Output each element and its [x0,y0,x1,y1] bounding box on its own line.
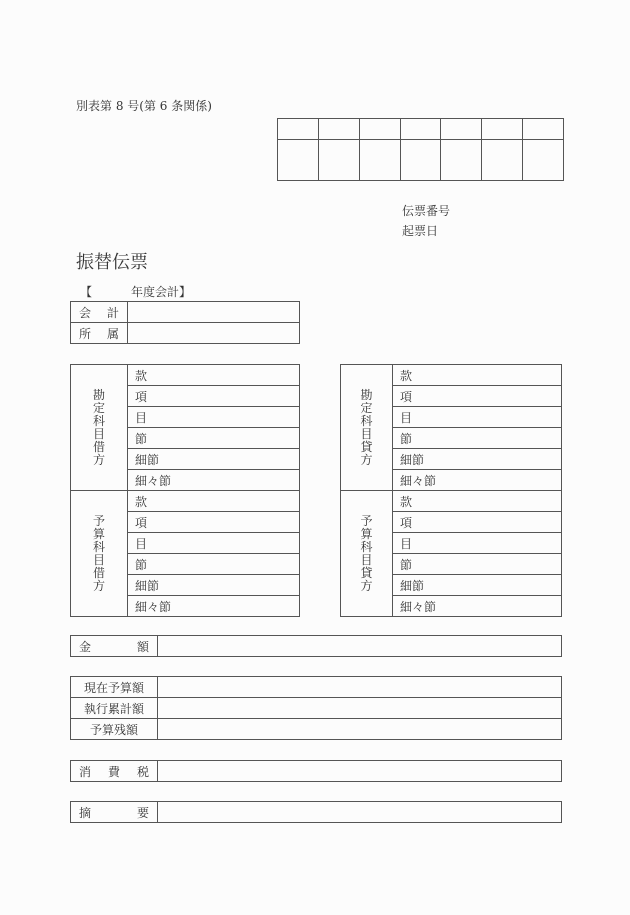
credit-account-setsu[interactable]: 節 [393,428,562,449]
label-char: 属 [106,326,119,341]
cumulative-execution-label: 執行累計額 [71,698,158,719]
code-grid-cell[interactable] [318,140,359,181]
debit-budget-kan[interactable]: 款 [128,491,300,512]
amount-table [70,635,562,657]
code-grid-cell[interactable] [278,119,319,140]
debit-budget-setsu[interactable]: 節 [128,554,300,575]
credit-account-moku[interactable]: 目 [393,407,562,428]
credit-budget-saisetsu[interactable]: 細節 [393,575,562,596]
debit-budget-saisaisetsu[interactable]: 細々節 [128,596,300,617]
debit-budget-moku[interactable]: 目 [128,533,300,554]
credit-budget-moku[interactable]: 目 [393,533,562,554]
credit-account-group-label: 勘 定 科 目 貸 方 [341,365,393,491]
label-char: 会 [79,305,92,320]
budget-remaining-label: 予算残額 [71,719,158,740]
department-field[interactable] [128,323,300,344]
credit-budget-saisaisetsu[interactable]: 細々節 [393,596,562,617]
code-grid-cell[interactable] [482,140,523,181]
org-row-accounting [71,302,300,323]
org-label-department [71,323,128,344]
amount-label: 金 額 [71,636,158,657]
consumption-tax-table [70,760,562,782]
code-grid-header-row [278,119,564,140]
current-budget-field[interactable] [158,677,562,698]
document-title: 振替伝票 [76,252,148,273]
debit-account-kan[interactable]: 款 [128,365,300,386]
org-table [70,301,300,344]
debit-account-moku[interactable]: 目 [128,407,300,428]
summary-label: 摘 要 [71,802,158,823]
label-char: 計 [106,305,119,320]
org-row-department [71,323,300,344]
fiscal-year-label: 年度会計】 [131,285,192,299]
debit-account-saisaisetsu[interactable]: 細々節 [128,470,300,491]
code-grid-cell[interactable] [400,119,441,140]
summary-table [70,801,562,823]
code-grid-cell[interactable] [523,140,564,181]
code-grid-cell[interactable] [523,119,564,140]
code-grid-cell[interactable] [318,119,359,140]
summary-field[interactable] [158,802,562,823]
fiscal-year-open: 【 [80,285,93,299]
issue-date-label: 起票日 [402,224,439,238]
code-grid-cell[interactable] [441,119,482,140]
debit-account-setsu[interactable]: 節 [128,428,300,449]
debit-budget-group-label: 予 算 科 目 借 方 [71,491,128,617]
budget-status-table [70,676,562,740]
credit-budget-setsu[interactable]: 節 [393,554,562,575]
code-grid-cell[interactable] [359,119,400,140]
code-grid-cell[interactable] [482,119,523,140]
consumption-tax-label: 消 費 税 [71,761,158,782]
budget-remaining-field[interactable] [158,719,562,740]
org-label-accounting [71,302,128,323]
code-grid-stamp-row [278,140,564,181]
credit-table [340,364,562,617]
credit-account-saisetsu[interactable]: 細節 [393,449,562,470]
debit-account-group-label: 勘 定 科 目 借 方 [71,365,128,491]
consumption-tax-field[interactable] [158,761,562,782]
form-reference: 別表第 8 号(第 6 条関係) [76,99,212,113]
code-grid [277,118,564,181]
current-budget-label: 現在予算額 [71,677,158,698]
code-grid-cell[interactable] [359,140,400,181]
debit-budget-kou[interactable]: 項 [128,512,300,533]
amount-field[interactable] [158,636,562,657]
credit-budget-kan[interactable]: 款 [393,491,562,512]
credit-account-kou[interactable]: 項 [393,386,562,407]
debit-account-saisetsu[interactable]: 細節 [128,449,300,470]
code-grid-cell[interactable] [278,140,319,181]
debit-account-kou[interactable]: 項 [128,386,300,407]
code-grid-cell[interactable] [441,140,482,181]
slip-number-label: 伝票番号 [402,204,451,218]
credit-account-kan[interactable]: 款 [393,365,562,386]
debit-table [70,364,300,617]
code-grid-cell[interactable] [400,140,441,181]
credit-budget-kou[interactable]: 項 [393,512,562,533]
cumulative-execution-field[interactable] [158,698,562,719]
debit-budget-saisetsu[interactable]: 細節 [128,575,300,596]
credit-budget-group-label: 予 算 科 目 貸 方 [341,491,393,617]
accounting-field[interactable] [128,302,300,323]
label-char: 所 [79,326,92,341]
credit-account-saisaisetsu[interactable]: 細々節 [393,470,562,491]
